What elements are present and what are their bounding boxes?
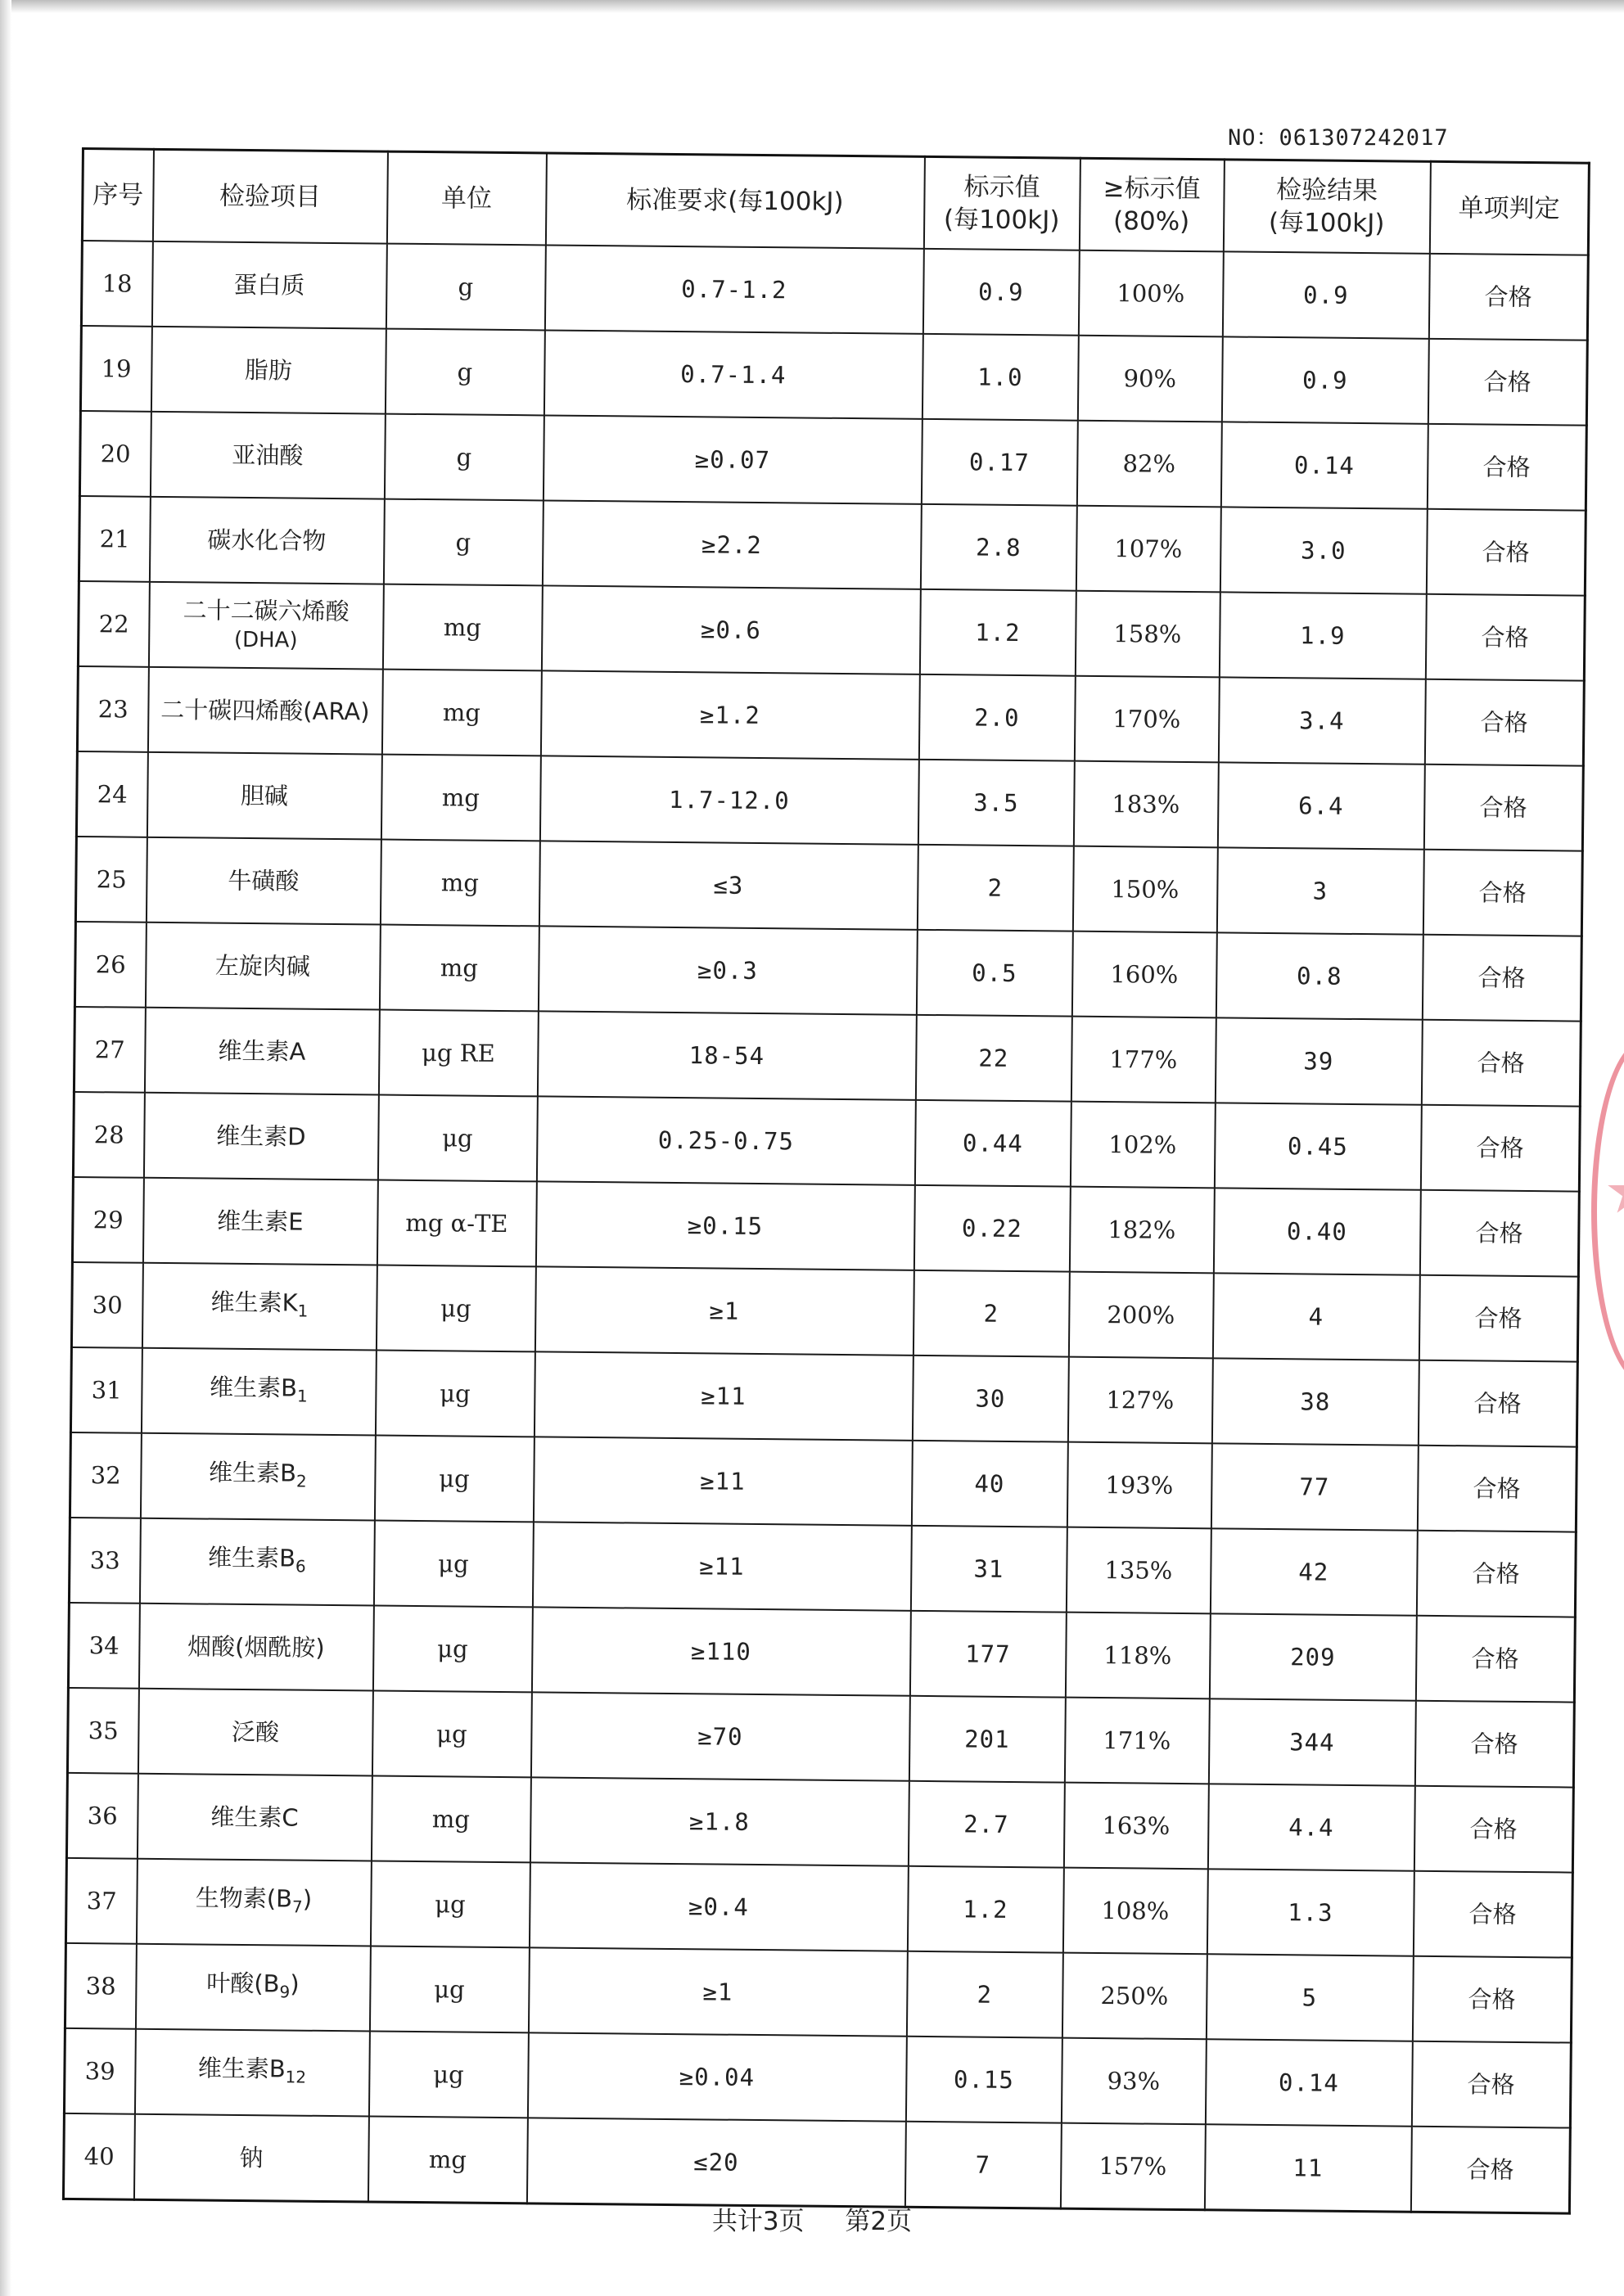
table-row [68, 1603, 1575, 1703]
cell-item [140, 1433, 375, 1521]
cell-seq: 32 [70, 1432, 141, 1518]
item-name: 左旋肉碱 [214, 951, 311, 981]
cell-unit: μg [370, 1861, 530, 1947]
cell-label-value: 0.22 [914, 1185, 1070, 1272]
cell-label-value: 2.8 [920, 504, 1076, 591]
cell-judgment: 合格 [1419, 1190, 1579, 1277]
cell-percent: 135% [1066, 1527, 1211, 1614]
cell-standard: ≥0.4 [529, 1862, 908, 1951]
cell-standard: ≥11 [534, 1351, 913, 1440]
table-row [78, 581, 1585, 681]
cell-seq: 26 [74, 922, 146, 1008]
cell-unit: μg [376, 1265, 535, 1352]
cell-result: 77 [1211, 1443, 1418, 1530]
cell-standard: ≤20 [526, 2118, 905, 2207]
table-row [77, 666, 1584, 766]
cell-unit: mg [380, 840, 539, 927]
current-page: 第2页 [845, 2207, 913, 2236]
cell-percent: 102% [1070, 1102, 1215, 1189]
cell-item [144, 1008, 379, 1095]
cell-result: 39 [1215, 1017, 1422, 1104]
cell-unit: μg [368, 2031, 528, 2118]
cell-result: 0.9 [1221, 336, 1428, 423]
item-subscript: 7 [291, 1897, 303, 1917]
table-row [73, 1092, 1580, 1192]
cell-judgment: 合格 [1420, 1105, 1580, 1192]
cell-result: 0.14 [1205, 2039, 1412, 2126]
cell-standard: ≥0.04 [527, 2032, 906, 2121]
cell-unit: μg [374, 1436, 534, 1522]
cell-result: 6.4 [1217, 762, 1424, 849]
scan-edge-top [0, 0, 1624, 13]
cell-item [135, 1944, 370, 2032]
table-row [65, 1858, 1572, 1958]
cell-judgment: 合格 [1423, 850, 1582, 936]
results-table-wrapper [62, 147, 1588, 2200]
table-row [72, 1177, 1579, 1277]
item-name: 脂肪 [244, 355, 293, 385]
item-name: 二十二碳六烯酸 [183, 596, 350, 626]
cell-judgment: 合格 [1428, 339, 1587, 426]
cell-judgment: 合格 [1428, 254, 1588, 341]
red-seal-stamp [1591, 1040, 1624, 1383]
cell-judgment: 合格 [1416, 1531, 1576, 1617]
cell-percent: 90% [1077, 336, 1222, 422]
cell-standard: ≥11 [532, 1522, 911, 1610]
cell-label-value: 1.2 [919, 589, 1076, 676]
item-subscript: 6 [295, 1556, 306, 1577]
table-row [74, 1007, 1581, 1107]
cell-unit: g [384, 414, 544, 501]
cell-item [134, 2029, 369, 2117]
item-name: 亚油酸 [232, 440, 304, 470]
cell-result: 5 [1206, 1954, 1413, 2041]
cell-label-value: 1.2 [907, 1866, 1063, 1953]
item-name: 叶酸(B [206, 1969, 280, 1998]
table-row [70, 1347, 1577, 1447]
cell-unit: mg [379, 925, 539, 1012]
cell-judgment: 合格 [1418, 1360, 1577, 1447]
item-suffix: ) [290, 1969, 300, 1998]
cell-label-value: 40 [911, 1441, 1067, 1527]
item-subscript: 12 [285, 2067, 307, 2087]
cell-unit: mg [382, 584, 542, 671]
cell-label-value: 0.17 [921, 419, 1077, 506]
table-row [67, 1688, 1574, 1788]
cell-judgment: 合格 [1413, 1871, 1572, 1958]
item-name: 维生素C [210, 1802, 299, 1832]
cell-seq: 34 [68, 1603, 139, 1689]
cell-label-value: 2.0 [918, 674, 1075, 761]
cell-unit: mg α-TE [377, 1180, 536, 1267]
item-name: 泛酸 [231, 1717, 280, 1747]
cell-label-value: 2 [906, 1951, 1062, 2038]
header-item: 检验项目 [152, 149, 387, 243]
table-row [74, 922, 1581, 1022]
cell-item [151, 327, 386, 414]
cell-standard: 0.7-1.4 [544, 330, 923, 418]
cell-seq: 24 [76, 751, 147, 837]
cell-label-value: 22 [915, 1015, 1071, 1102]
cell-standard: ≥11 [533, 1437, 912, 1525]
cell-percent: 118% [1065, 1613, 1210, 1699]
cell-item [139, 1518, 374, 1606]
cell-unit: g [383, 499, 543, 586]
table-row [66, 1773, 1573, 1873]
item-name: 牛磺酸 [228, 866, 300, 895]
cell-seq: 18 [81, 241, 152, 327]
results-table [62, 147, 1590, 2215]
cell-unit: μg [372, 1606, 532, 1693]
cell-percent: 170% [1074, 676, 1219, 763]
cell-judgment: 合格 [1415, 1616, 1575, 1703]
cell-percent: 182% [1069, 1187, 1214, 1274]
cell-label-value: 2 [917, 845, 1073, 931]
cell-result: 0.45 [1214, 1103, 1421, 1189]
cell-percent: 127% [1067, 1357, 1212, 1444]
header-unit: 单位 [386, 151, 546, 245]
cell-standard: ≥2.2 [542, 500, 921, 589]
header-result [1223, 160, 1430, 254]
cell-unit: mg [368, 2116, 527, 2203]
cell-percent: 193% [1067, 1442, 1211, 1529]
cell-standard: ≥0.3 [538, 926, 917, 1014]
page-footer [0, 2200, 1624, 2237]
header-result-line1: 检验结果 [1275, 175, 1378, 206]
item-name: 维生素D [216, 1121, 306, 1151]
cell-standard: ≤3 [539, 841, 918, 929]
cell-seq: 29 [72, 1177, 143, 1263]
item-subscript: 1 [297, 1301, 309, 1321]
cell-unit: μg [369, 1946, 529, 2032]
cell-seq: 23 [77, 666, 148, 752]
header-label-value-line1: 标示值 [963, 172, 1040, 203]
cell-label-value: 0.44 [914, 1100, 1071, 1187]
cell-seq: 28 [73, 1092, 144, 1178]
cell-label-value: 2.7 [908, 1781, 1064, 1868]
cell-unit: mg [381, 670, 541, 756]
cell-judgment: 合格 [1419, 1275, 1578, 1362]
cell-unit: μg [373, 1521, 533, 1608]
cell-standard: ≥1.8 [530, 1777, 909, 1865]
cell-percent: 200% [1068, 1272, 1213, 1359]
cell-label-value: 0.5 [916, 930, 1072, 1017]
cell-standard: 0.7-1.2 [544, 245, 923, 333]
cell-seq: 19 [80, 326, 151, 412]
cell-percent: 100% [1078, 250, 1223, 337]
cell-seq: 33 [69, 1518, 140, 1604]
cell-unit: μg [375, 1351, 535, 1437]
item-abbreviation: (DHA) [233, 627, 298, 653]
cell-item [138, 1689, 372, 1776]
cell-label-value: 30 [912, 1355, 1068, 1442]
table-row [71, 1262, 1578, 1362]
header-standard: 标准要求(每100kJ) [545, 153, 924, 249]
cell-judgment: 合格 [1426, 509, 1586, 596]
cell-seq: 22 [78, 581, 149, 667]
cell-item [143, 1093, 378, 1180]
cell-judgment: 合格 [1414, 1786, 1573, 1873]
table-row [79, 496, 1586, 596]
cell-standard: ≥1 [528, 1947, 907, 2036]
cell-percent: 177% [1071, 1017, 1216, 1103]
header-percent-label-line1: ≥标示值 [1103, 173, 1201, 205]
cell-result: 0.9 [1222, 251, 1429, 338]
cell-standard: ≥0.07 [543, 415, 922, 503]
table-row [80, 326, 1587, 426]
cell-item [136, 1859, 371, 1946]
cell-label-value: 201 [909, 1696, 1065, 1783]
cell-result: 1.9 [1219, 592, 1426, 679]
cell-judgment: 合格 [1421, 1020, 1581, 1107]
cell-judgment: 合格 [1410, 2127, 1570, 2213]
cell-label-value: 0.9 [923, 249, 1079, 336]
cell-unit: μg [372, 1690, 531, 1777]
cell-seq: 25 [75, 837, 147, 922]
item-name: 生物素(B [195, 1883, 293, 1913]
cell-seq: 40 [63, 2113, 134, 2199]
cell-label-value: 2 [913, 1270, 1069, 1357]
cell-seq: 36 [66, 1773, 138, 1859]
item-name: 二十碳四烯酸(ARA) [160, 695, 370, 726]
cell-judgment: 合格 [1414, 1701, 1574, 1788]
cell-item [133, 2114, 368, 2202]
cell-judgment: 合格 [1422, 935, 1581, 1022]
cell-unit: mg [371, 1775, 530, 1862]
cell-percent: 163% [1063, 1783, 1208, 1870]
cell-percent: 82% [1076, 421, 1221, 507]
total-pages: 共计3页 [711, 2207, 805, 2236]
item-suffix: ) [302, 1884, 313, 1913]
cell-result: 344 [1208, 1698, 1415, 1785]
cell-seq: 20 [79, 411, 151, 497]
cell-item [142, 1178, 377, 1265]
item-name: 维生素B [197, 2054, 286, 2083]
cell-result: 3 [1216, 847, 1423, 934]
cell-percent: 150% [1072, 846, 1217, 933]
table-row [76, 751, 1583, 851]
cell-seq: 31 [70, 1347, 142, 1433]
cell-item [145, 922, 380, 1010]
table-row [65, 1943, 1572, 2043]
cell-item [142, 1263, 377, 1351]
cell-seq: 37 [65, 1858, 137, 1944]
cell-item [147, 752, 381, 840]
cell-standard: 18-54 [537, 1011, 916, 1099]
cell-percent: 108% [1062, 1868, 1207, 1955]
cell-unit: mg [381, 755, 540, 841]
item-name: 碳水化合物 [207, 526, 327, 555]
table-row [63, 2113, 1570, 2213]
cell-unit: μg RE [378, 1010, 538, 1097]
cell-percent: 157% [1060, 2123, 1205, 2210]
cell-seq: 30 [71, 1262, 142, 1348]
cell-seq: 38 [65, 1943, 136, 2029]
header-seq: 序号 [82, 149, 153, 241]
cell-item [137, 1774, 372, 1861]
cell-result: 1.3 [1207, 1869, 1414, 1955]
cell-seq: 35 [67, 1688, 138, 1774]
cell-result: 3.0 [1220, 507, 1427, 593]
cell-judgment: 合格 [1427, 424, 1586, 511]
cell-standard: ≥1.2 [540, 670, 919, 759]
item-name: 烟酸(烟酰胺) [187, 1632, 325, 1662]
cell-item [146, 837, 381, 925]
cell-unit: μg [377, 1095, 537, 1182]
cell-judgment: 合格 [1417, 1446, 1577, 1532]
cell-label-value: 0.15 [905, 2037, 1062, 2123]
cell-standard: ≥0.6 [541, 585, 920, 674]
item-subscript: 1 [296, 1386, 308, 1406]
header-label-value-line2: (每100kJ) [943, 205, 1060, 236]
scan-edge-left [0, 0, 11, 2296]
header-percent-label [1079, 158, 1224, 251]
cell-result: 42 [1210, 1528, 1417, 1615]
table-row [70, 1432, 1577, 1532]
cell-unit: g [386, 244, 545, 331]
cell-percent: 183% [1073, 761, 1218, 848]
cell-item [141, 1348, 376, 1436]
item-subscript: 9 [279, 1982, 291, 2002]
cell-percent: 250% [1062, 1953, 1207, 2040]
header-percent-label-line2: (80%) [1112, 206, 1190, 237]
item-subscript: 2 [295, 1471, 307, 1491]
header-label-value [923, 156, 1080, 250]
cell-result: 4 [1212, 1273, 1419, 1360]
item-name: 维生素B [207, 1543, 296, 1572]
cell-judgment: 合格 [1425, 594, 1585, 681]
cell-seq: 27 [74, 1007, 145, 1093]
table-row [64, 2028, 1571, 2128]
cell-label-value: 7 [904, 2122, 1061, 2208]
cell-seq: 39 [64, 2028, 135, 2114]
cell-standard: ≥70 [530, 1692, 909, 1780]
cell-standard: 1.7-12.0 [539, 756, 918, 844]
cell-result: 38 [1211, 1358, 1419, 1445]
header-judgment: 单项判定 [1429, 161, 1589, 255]
table-row [69, 1518, 1576, 1617]
cell-judgment: 合格 [1412, 1956, 1572, 2043]
cell-seq: 21 [79, 496, 150, 582]
item-name: 维生素K [210, 1288, 298, 1317]
item-name: 胆碱 [240, 781, 289, 810]
cell-judgment: 合格 [1423, 765, 1583, 851]
table-row [75, 837, 1582, 936]
cell-percent: 158% [1075, 591, 1220, 678]
cell-percent: 160% [1071, 931, 1216, 1018]
cell-unit: g [385, 329, 544, 416]
cell-result: 11 [1204, 2124, 1411, 2212]
cell-result: 209 [1209, 1613, 1416, 1700]
cell-item [151, 241, 386, 329]
cell-label-value: 1.0 [922, 334, 1078, 421]
cell-label-value: 3.5 [918, 760, 1074, 846]
cell-judgment: 合格 [1411, 2041, 1571, 2128]
cell-percent: 93% [1061, 2038, 1206, 2125]
cell-standard: ≥0.15 [535, 1181, 914, 1270]
cell-standard: 0.25-0.75 [536, 1096, 915, 1184]
cell-item [148, 582, 383, 670]
cell-result: 4.4 [1207, 1784, 1414, 1870]
cell-judgment: 合格 [1424, 679, 1584, 766]
cell-standard: ≥1 [535, 1266, 914, 1355]
item-name: 蛋白质 [233, 270, 305, 300]
cell-item [138, 1604, 373, 1691]
cell-label-value: 31 [910, 1526, 1067, 1613]
item-name: 维生素E [217, 1207, 304, 1236]
cell-percent: 171% [1064, 1698, 1209, 1784]
table-body [63, 241, 1588, 2213]
cell-label-value: 177 [909, 1611, 1066, 1698]
cell-result: 0.8 [1216, 932, 1423, 1019]
cell-item [150, 412, 385, 499]
header-result-line2: (每100kJ) [1268, 207, 1385, 239]
cell-item [147, 667, 382, 755]
cell-standard: ≥110 [531, 1607, 910, 1695]
item-name: 维生素B [208, 1458, 297, 1487]
table-row [81, 241, 1588, 341]
item-name: 维生素B [209, 1373, 298, 1402]
cell-item [149, 497, 384, 584]
cell-result: 0.40 [1213, 1188, 1420, 1274]
cell-result: 3.4 [1218, 677, 1425, 764]
table-header-row [82, 149, 1589, 255]
table-row [79, 411, 1586, 511]
report-number: NO：061307242017 [1228, 125, 1449, 151]
item-name: 维生素A [218, 1036, 306, 1066]
item-name: 钠 [239, 2143, 264, 2172]
cell-percent: 107% [1076, 506, 1220, 593]
cell-result: 0.14 [1220, 422, 1428, 508]
